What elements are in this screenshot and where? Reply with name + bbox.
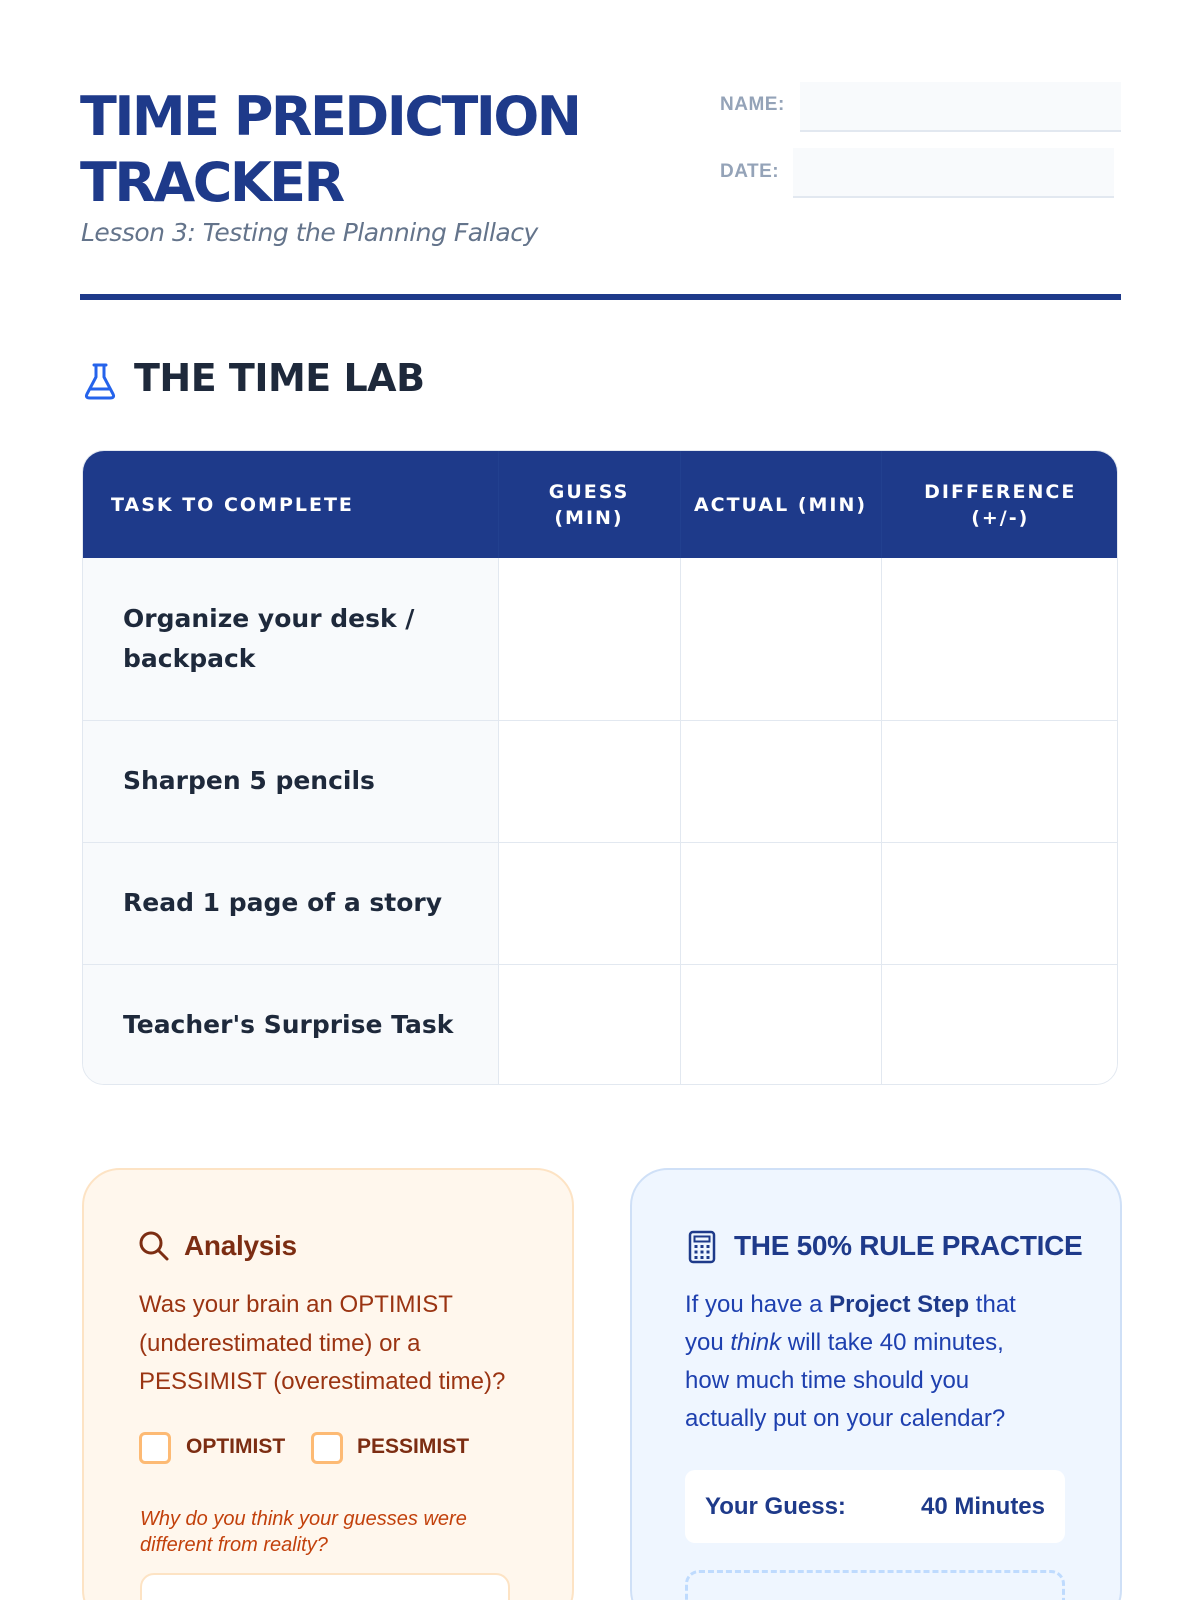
rule-prompt-italic: think [730, 1329, 782, 1356]
rule-prompt-part1: If you have a [685, 1291, 830, 1318]
analysis-card [82, 1168, 574, 1600]
title-line-1: TIME PREDICTION [80, 85, 580, 148]
optimist-label: OPTIMIST [186, 1435, 286, 1458]
rule-prompt-bold: Project Step [829, 1291, 970, 1318]
flask-icon [82, 361, 118, 401]
header-actual: ACTUAL (MIN) [680, 451, 881, 558]
rule-prompt-part2: that you [685, 1291, 1016, 1356]
task-cell: Organize your desk / backpack [83, 558, 498, 720]
actual-cell[interactable] [680, 842, 881, 964]
difference-cell[interactable] [881, 720, 1118, 842]
guess-value: 40 Minutes [920, 1493, 1045, 1520]
rule-prompt [685, 1286, 1045, 1438]
why-prompt: Why do you think your guesses were different from reality? [140, 1508, 467, 1556]
why-answer-field[interactable] [140, 1573, 510, 1600]
header-divider [80, 294, 1121, 300]
date-field[interactable] [793, 148, 1114, 198]
time-lab-table [82, 450, 1118, 1085]
rule-prompt-part3: will take 40 minutes, how much time should you actually put on your calendar? [685, 1329, 1006, 1432]
task-cell: Teacher's Surprise Task [83, 964, 498, 1085]
table-row [83, 558, 1118, 720]
actual-cell[interactable] [680, 720, 881, 842]
task-cell: Sharpen 5 pencils [83, 720, 498, 842]
page-subtitle: Lesson 3: Testing the Planning Fallacy [81, 218, 538, 247]
page-title [80, 84, 640, 216]
magnifier-icon [138, 1230, 170, 1262]
header-difference: DIFFERENCE (+/-) [881, 451, 1118, 558]
guess-cell[interactable] [498, 720, 680, 842]
name-field[interactable] [800, 82, 1121, 132]
difference-cell[interactable] [881, 558, 1118, 720]
guess-row [685, 1470, 1065, 1543]
date-label: DATE: [720, 161, 780, 182]
rule-title: THE 50% RULE PRACTICE [734, 1230, 1083, 1261]
buffer-answer-field[interactable] [685, 1570, 1065, 1600]
table-row [83, 964, 1118, 1085]
guess-label: Your Guess: [705, 1493, 846, 1520]
pessimist-label: PESSIMIST [357, 1435, 470, 1458]
actual-cell[interactable] [680, 964, 881, 1085]
calculator-icon [688, 1230, 716, 1264]
task-cell: Read 1 page of a story [83, 842, 498, 964]
analysis-title: Analysis [184, 1230, 297, 1261]
pessimist-checkbox[interactable] [311, 1432, 343, 1464]
name-label: NAME: [720, 94, 785, 115]
table-header-row [83, 451, 1118, 558]
guess-cell[interactable] [498, 558, 680, 720]
difference-cell[interactable] [881, 964, 1118, 1085]
difference-cell[interactable] [881, 842, 1118, 964]
analysis-question: Was your brain an OPTIMIST (underestimated time) or a PESSIMIST (overestimated time)? [139, 1291, 506, 1395]
guess-cell[interactable] [498, 842, 680, 964]
table-row [83, 720, 1118, 842]
title-line-2: TRACKER [80, 151, 343, 214]
rule-practice-card [630, 1168, 1122, 1600]
header-guess: GUESS (MIN) [498, 451, 680, 558]
table-row [83, 842, 1118, 964]
actual-cell[interactable] [680, 558, 881, 720]
optimist-checkbox[interactable] [139, 1432, 171, 1464]
header-task: TASK TO COMPLETE [83, 451, 498, 558]
guess-cell[interactable] [498, 964, 680, 1085]
section-title: THE TIME LAB [134, 356, 425, 400]
